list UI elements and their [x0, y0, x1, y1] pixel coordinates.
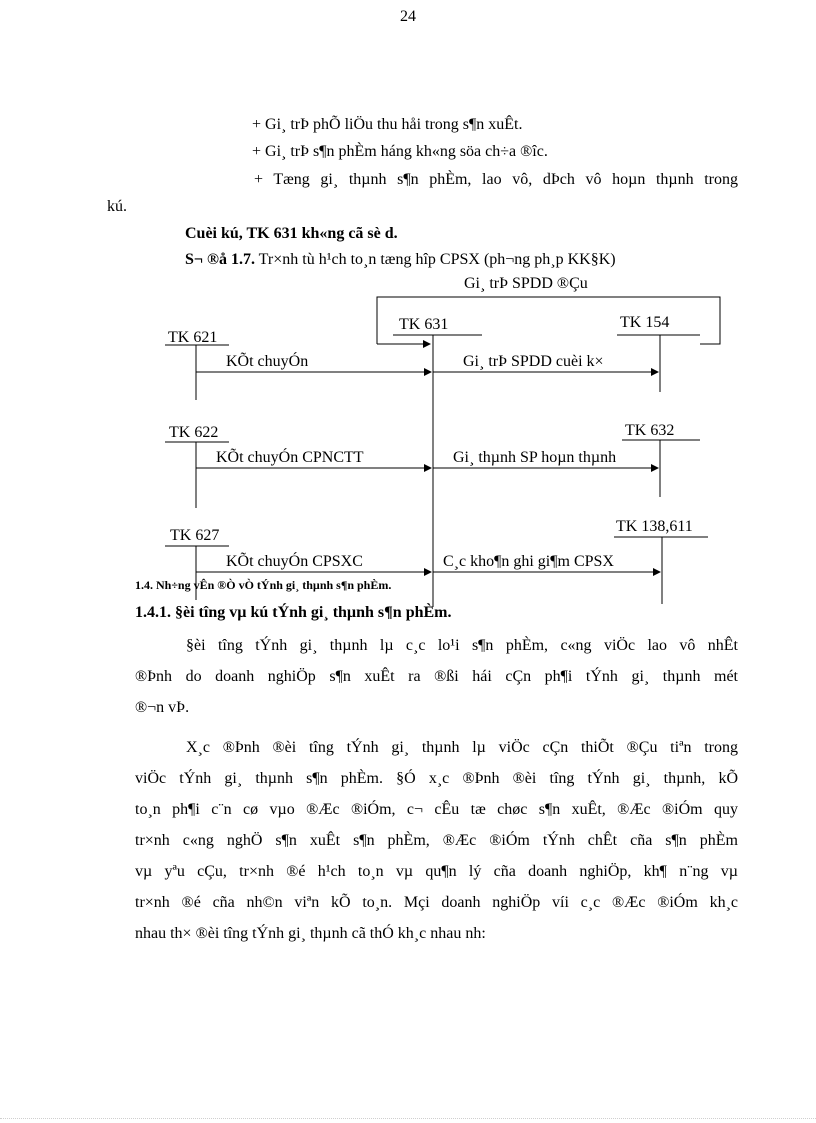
footer-rule [0, 1118, 816, 1119]
paragraph1-line1: §èi tîng tÝnh gi¸ thµnh lµ c¸c lo¹i s¶n phÈm, c«ng viÖc lao vô nhÊt [186, 637, 738, 654]
bullet-defective-products: + Gi¸ trÞ s¶n phÈm háng kh«ng söa ch÷a ®îc. [252, 143, 548, 160]
tk622-label: TK 622 [169, 424, 219, 441]
tk154-label: TK 154 [620, 314, 670, 331]
bullet-total-cost-line2: kú. [107, 198, 127, 215]
tk627-label: TK 627 [170, 527, 220, 544]
flow-label-transfer-622: KÕt chuyÓn CPNCTT [216, 449, 364, 466]
flow-label-deductions: C¸c kho¶n ghi gi¶m CPSX [443, 553, 614, 570]
tk621-label: TK 621 [168, 329, 218, 346]
bullet-total-cost-line1: + Tæng gi¸ thµnh s¶n phÈm, lao vô, dÞch vô hoµn thµnh trong [254, 171, 738, 188]
tk138-label: TK 138,611 [616, 518, 693, 535]
tk631-label: TK 631 [399, 316, 449, 333]
flow-label-closing-wip: Gi¸ trÞ SPDD cuèi k× [463, 353, 604, 370]
paragraph2-line5: vµ yªu cÇu, tr×nh ®é h¹ch to¸n vµ qu¶n lý cña doanh nghiÖp, kh¶ n¨ng vµ [135, 863, 738, 880]
diagram-caption-text: Tr×nh tù h¹ch to¸n tæng hîp CPSX (ph¬ng ph¸p KK§K) [254, 251, 616, 268]
paragraph2-line1: X¸c ®Þnh ®èi tîng tÝnh gi¸ thµnh lµ viÖc cÇn thiÕt ®Çu tiªn trong [186, 739, 738, 756]
section-heading-small: 1.4. Nh÷ng vÊn ®Ò vÒ tÝnh gi¸ thµnh s¶n phÈm. [135, 578, 392, 592]
paragraph2-line2: viÖc tÝnh gi¸ thµnh s¶n phÈm. §Ó x¸c ®Þnh ®èi tîng tÝnh gi¸ thµnh, kÕ [135, 770, 738, 787]
flow-label-transfer-627: KÕt chuyÓn CPSXC [226, 553, 363, 570]
diagram-caption-label: S¬ ®å 1.7. [185, 251, 255, 268]
bullet-scrap-value: + Gi¸ trÞ phÕ liÖu thu håi trong s¶n xuÊt. [252, 116, 523, 133]
section-heading: 1.4.1. §èi tîng vµ kú tÝnh gi¸ thµnh s¶n phÈm. [135, 604, 452, 621]
paragraph2-line3: to¸n ph¶i c¨n cø vµo ®Æc ®iÓm, c¬ cÊu tæ chøc s¶n xuÊt, ®Æc ®iÓm quy [135, 801, 738, 818]
flow-label-finished-cost: Gi¸ thµnh SP hoµn thµnh [453, 449, 617, 466]
flow-label-transfer-621: KÕt chuyÓn [226, 353, 309, 370]
tk632-label: TK 632 [625, 422, 675, 439]
paragraph1-line3: ®¬n vÞ. [135, 699, 190, 716]
page-number: 24 [400, 8, 416, 25]
paragraph2-line6: tr×nh ®é cña nh©n viªn kÕ to¸n. Mçi doanh nghiÖp víi c¸c ®Æc ®iÓm kh¸c [135, 894, 738, 911]
spdd-opening-label: Gi¸ trÞ SPDD ®Çu [464, 275, 588, 292]
end-balance-note: Cuèi kú, TK 631 kh«ng cã sè d. [185, 225, 398, 242]
paragraph1-line2: ®Þnh do doanh nghiÖp s¶n xuÊt ra ®ßi hái cÇn ph¶i tÝnh gi¸ thµnh mét [135, 668, 738, 685]
paragraph2-line4: tr×nh c«ng nghÖ s¶n xuÊt s¶n phÈm, ®Æc ®iÓm tÝnh chÊt cña s¶n phÈm [135, 832, 738, 849]
paragraph2-line7: nhau th× ®èi tîng tÝnh gi¸ thµnh cã thÓ kh¸c nhau nh: [135, 925, 486, 942]
